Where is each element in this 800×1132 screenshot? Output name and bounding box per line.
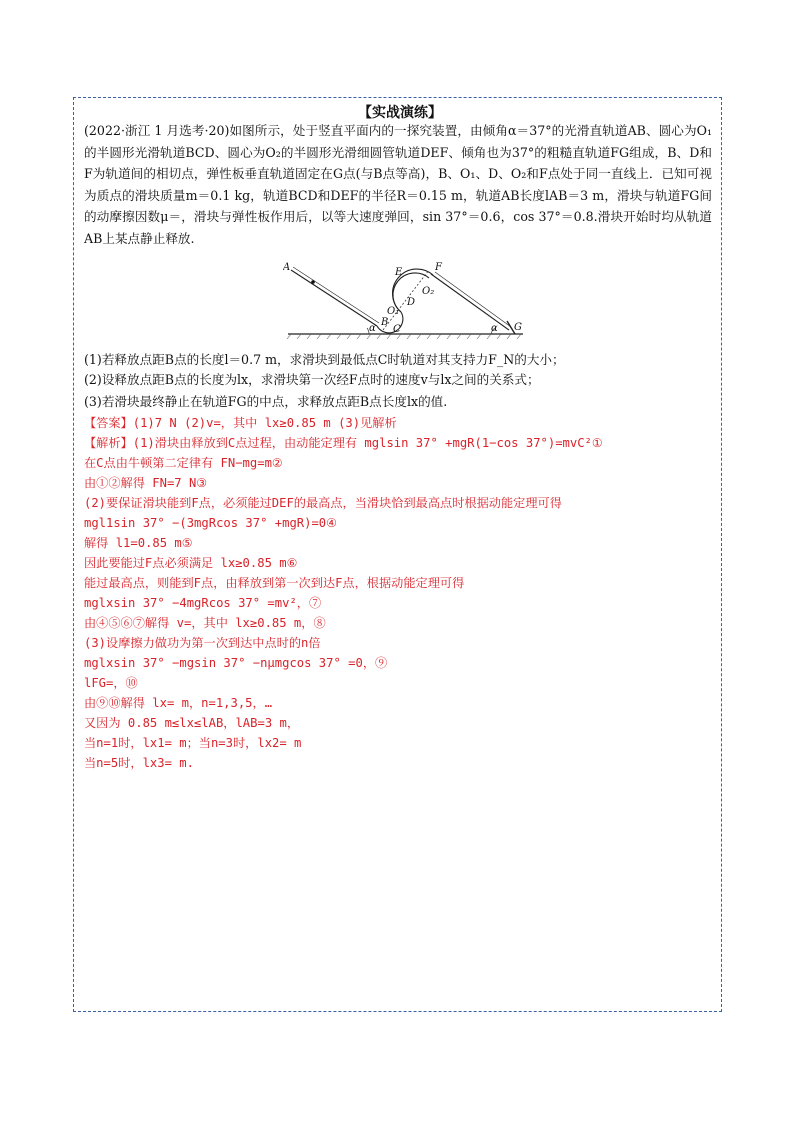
- solution-line: (2)要保证滑块能到F点，必须能过DEF的最高点，当滑块恰到最高点时根据动能定理可得: [84, 496, 562, 510]
- solution-line: 由④⑤⑥⑦解得 v=，其中 lx≥0.85 m，⑧: [84, 616, 326, 630]
- slider-block: [311, 280, 315, 284]
- label-O2: O₂: [422, 286, 435, 297]
- label-alpha-right: α: [491, 323, 498, 334]
- question-1: (1)若释放点距B点的长度l＝0.7 m，求滑块到最低点C时轨道对其支持力F_N的大小；: [84, 352, 565, 367]
- label-C: C: [393, 324, 401, 335]
- solution-line: mgl1sin 37° −(3mgRcos 37° +mgR)=0④: [84, 516, 338, 530]
- solution-line: mglxsin 37° −mgsin 37° −nμmgcos 37° =0，⑨: [84, 656, 388, 670]
- solution-line: 在C点由牛顿第二定律有 FN−mg=m②: [84, 456, 283, 470]
- label-E: E: [395, 267, 403, 278]
- solution-line: lFG=，⑩: [84, 676, 138, 690]
- solution-line: 【解析】(1)滑块由释放到C点过程，由动能定理有 mglsin 37° +mgR(1−cos 37°)=mvC²①: [84, 436, 603, 450]
- solution-line: 因此要能过F点必须满足 lx≥0.85 m⑥: [84, 556, 298, 570]
- question-3: (3)若滑块最终静止在轨道FG的中点，求释放点距B点长度lx的值.: [84, 394, 448, 409]
- problem-statement: (2022·浙江 1 月选考·20)如图所示，处于竖直平面内的一探究装置，由倾角α＝37°的光滑直轨道AB、圆心为O₁的半圆形光滑轨道BCD、圆心为O₂的半圆形光滑细圆管轨道DEF、倾角也为37°的粗糙直轨道FG组成，B、D和F为轨道间的相切点，弹性板垂直轨道固定在G点(与B点等高)，B、O₁、D、O₂和F点处于同一直线上．已知可视为质点的滑块质量m＝0.1 kg，轨道BCD和DEF的半径R＝0.15 m，轨道AB长度lAB＝3 m，滑块与轨道FG间的动摩擦因数μ＝，滑块与弹性板作用后，以等大速度弹回，sin 37°＝0.6，cos 37°＝0.8.滑块开始时均从轨道AB上某点静止释放.: [84, 123, 712, 246]
- label-B: B: [381, 317, 389, 328]
- solution-line: 当n=1时，lx1= m；当n=3时，lx2= m: [84, 736, 302, 750]
- label-F: F: [435, 262, 442, 273]
- solution-line: 解得 l1=0.85 m⑤: [84, 536, 193, 550]
- solution-line: 由⑨⑩解得 lx= m，n=1,3,5，…: [84, 696, 273, 710]
- label-G: G: [514, 322, 522, 333]
- solution-line: mglxsin 37° −4mgRcos 37° =mv²，⑦: [84, 596, 322, 610]
- label-D: D: [407, 297, 416, 308]
- answer-line: 【答案】(1)7 N (2)v=，其中 lx≥0.85 m (3)见解析: [84, 416, 397, 430]
- label-alpha-left: α: [369, 323, 376, 334]
- solution-line: 能过最高点，则能到F点，由释放到第一次到达F点，根据动能定理可得: [84, 576, 465, 590]
- section-heading: 【实战演练】: [358, 105, 442, 121]
- label-O1: O₁: [387, 306, 400, 317]
- solution-line: (3)设摩擦力做功为第一次到达中点时的n倍: [84, 636, 321, 650]
- solution-line: 又因为 0.85 m≤lx≤lAB，lAB=3 m，: [84, 716, 300, 730]
- solution-line: 当n=5时，lx3= m.: [84, 756, 194, 770]
- apparatus-figure: [283, 258, 533, 342]
- question-2: (2)设释放点距B点的长度为lx，求滑块第一次经F点时的速度v与lx之间的关系式；: [84, 372, 540, 387]
- solution-line: 由①②解得 FN=7 N③: [84, 476, 208, 490]
- label-A: A: [283, 262, 291, 273]
